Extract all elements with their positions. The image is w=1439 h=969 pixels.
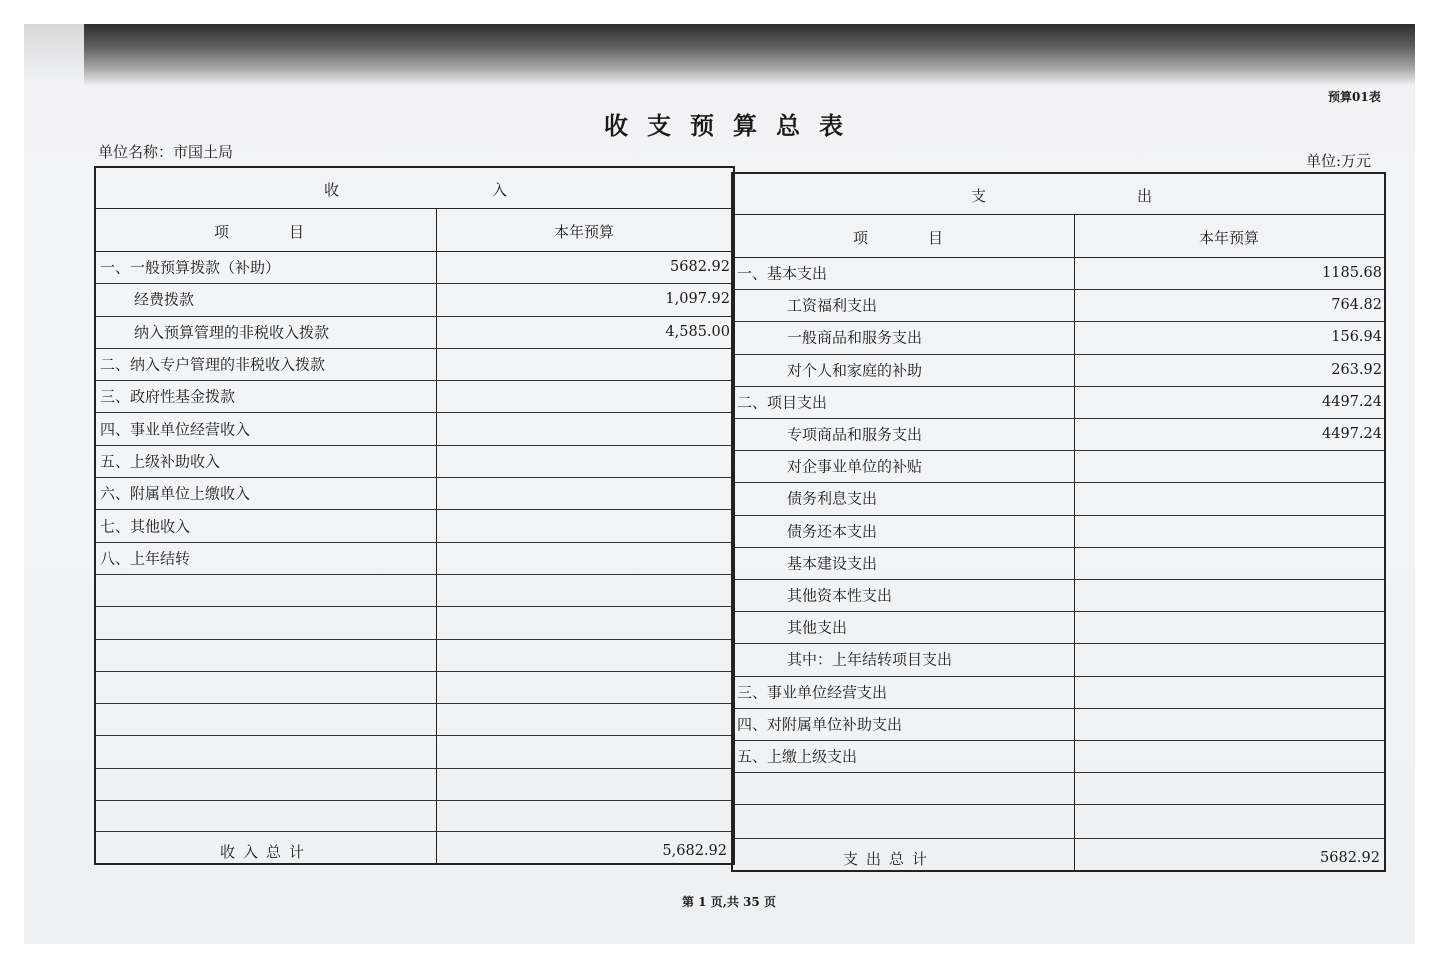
expense-total-row (733, 838, 1384, 870)
row-label: 一、一般预算拨款（补助） (100, 258, 281, 277)
table-row (733, 515, 1384, 548)
income-table (94, 166, 735, 865)
income-header-left: 收 (324, 181, 340, 199)
expense-total-label: 支出总计 (843, 850, 936, 868)
income-col-budget: 本年预算 (554, 223, 615, 241)
row-value: 263.92 (1331, 361, 1382, 378)
income-header-right: 入 (492, 181, 508, 199)
table-row (733, 708, 1384, 741)
table-row (96, 606, 733, 639)
table-row (733, 257, 1384, 290)
row-label: 债务还本支出 (787, 522, 878, 541)
row-value: 4497.24 (1322, 426, 1382, 443)
expense-header-right: 出 (1137, 187, 1153, 205)
row-label: 对企事业单位的补贴 (787, 457, 923, 476)
table-row (733, 482, 1384, 515)
row-value: 1,097.92 (665, 291, 730, 308)
row-label: 七、其他收入 (100, 517, 191, 536)
page-number: 第 1 页,共 35 页 (682, 895, 776, 909)
table-row (733, 804, 1384, 839)
row-label: 其中：上年结转项目支出 (787, 650, 953, 669)
row-value: 156.94 (1331, 329, 1382, 346)
row-label: 五、上级补助收入 (100, 452, 221, 471)
row-label: 其他支出 (787, 618, 848, 637)
income-column-headers (96, 208, 733, 252)
table-row (733, 643, 1384, 676)
row-value: 764.82 (1331, 297, 1382, 314)
table-row (96, 380, 733, 413)
income-header (96, 168, 733, 209)
expense-header (733, 174, 1384, 215)
scan-shadow (84, 24, 1415, 86)
row-label: 一般商品和服务支出 (787, 328, 923, 347)
table-row (96, 509, 733, 542)
row-label: 专项商品和服务支出 (787, 425, 923, 444)
row-label: 对个人和家庭的补助 (787, 361, 923, 380)
table-row (96, 477, 733, 510)
table-row (96, 671, 733, 704)
table-row (96, 768, 733, 801)
table-row (733, 418, 1384, 451)
row-label: 五、上缴上级支出 (737, 747, 858, 766)
row-label: 三、政府性基金拨款 (100, 387, 236, 406)
row-label: 三、事业单位经营支出 (737, 683, 888, 702)
page-title: 收支预算总表 (604, 111, 862, 140)
table-row (733, 676, 1384, 709)
table-row (733, 547, 1384, 580)
expense-column-headers (733, 214, 1384, 258)
table-row (96, 283, 733, 316)
expense-col-item: 项 目 (853, 229, 944, 247)
table-row (96, 348, 733, 381)
table-row (733, 740, 1384, 773)
table-row (96, 542, 733, 575)
row-value: 5682.92 (670, 259, 730, 276)
expense-total-value: 5682.92 (1320, 850, 1380, 866)
table-row (733, 386, 1384, 419)
row-label: 二、项目支出 (737, 393, 828, 412)
income-col-item: 项 目 (214, 223, 305, 241)
row-value: 1185.68 (1322, 265, 1382, 282)
table-row (96, 800, 733, 832)
row-label: 经费拨款 (134, 290, 195, 309)
table-row (733, 579, 1384, 612)
table-row (733, 354, 1384, 387)
table-row (96, 639, 733, 672)
income-total-label: 收入总计 (220, 843, 313, 861)
table-row (733, 321, 1384, 354)
scan-shadow-left (24, 24, 84, 82)
expense-table (731, 172, 1386, 872)
row-label: 一、基本支出 (737, 264, 828, 283)
row-label: 工资福利支出 (787, 296, 878, 315)
table-row (96, 574, 733, 607)
row-label: 债务利息支出 (787, 489, 878, 508)
table-row (96, 251, 733, 284)
table-row (96, 316, 733, 349)
table-row (733, 450, 1384, 483)
unit-name: 单位名称：市国土局 (98, 143, 234, 161)
table-row (733, 772, 1384, 805)
table-row (733, 611, 1384, 644)
income-total-row (96, 831, 733, 863)
row-label: 纳入预算管理的非税收入拨款 (134, 323, 330, 342)
income-total-value: 5,682.92 (662, 843, 727, 859)
row-value: 4497.24 (1322, 393, 1382, 410)
row-label: 基本建设支出 (787, 554, 878, 573)
row-label: 六、附属单位上缴收入 (100, 484, 251, 503)
expense-header-left: 支 (971, 187, 987, 205)
currency-unit: 单位:万元 (1306, 152, 1372, 170)
row-label: 八、上年结转 (100, 549, 191, 568)
form-code: 预算01表 (1328, 90, 1381, 104)
table-row (733, 289, 1384, 322)
table-row (96, 703, 733, 736)
expense-col-budget: 本年预算 (1199, 229, 1260, 247)
row-label: 四、对附属单位补助支出 (737, 715, 903, 734)
table-row (96, 413, 733, 446)
row-label: 四、事业单位经营收入 (100, 420, 251, 439)
table-row (96, 445, 733, 478)
row-label: 其他资本性支出 (787, 586, 893, 605)
row-value: 4,585.00 (665, 323, 730, 340)
row-label: 二、纳入专户管理的非税收入拨款 (100, 355, 326, 374)
table-row (96, 736, 733, 769)
